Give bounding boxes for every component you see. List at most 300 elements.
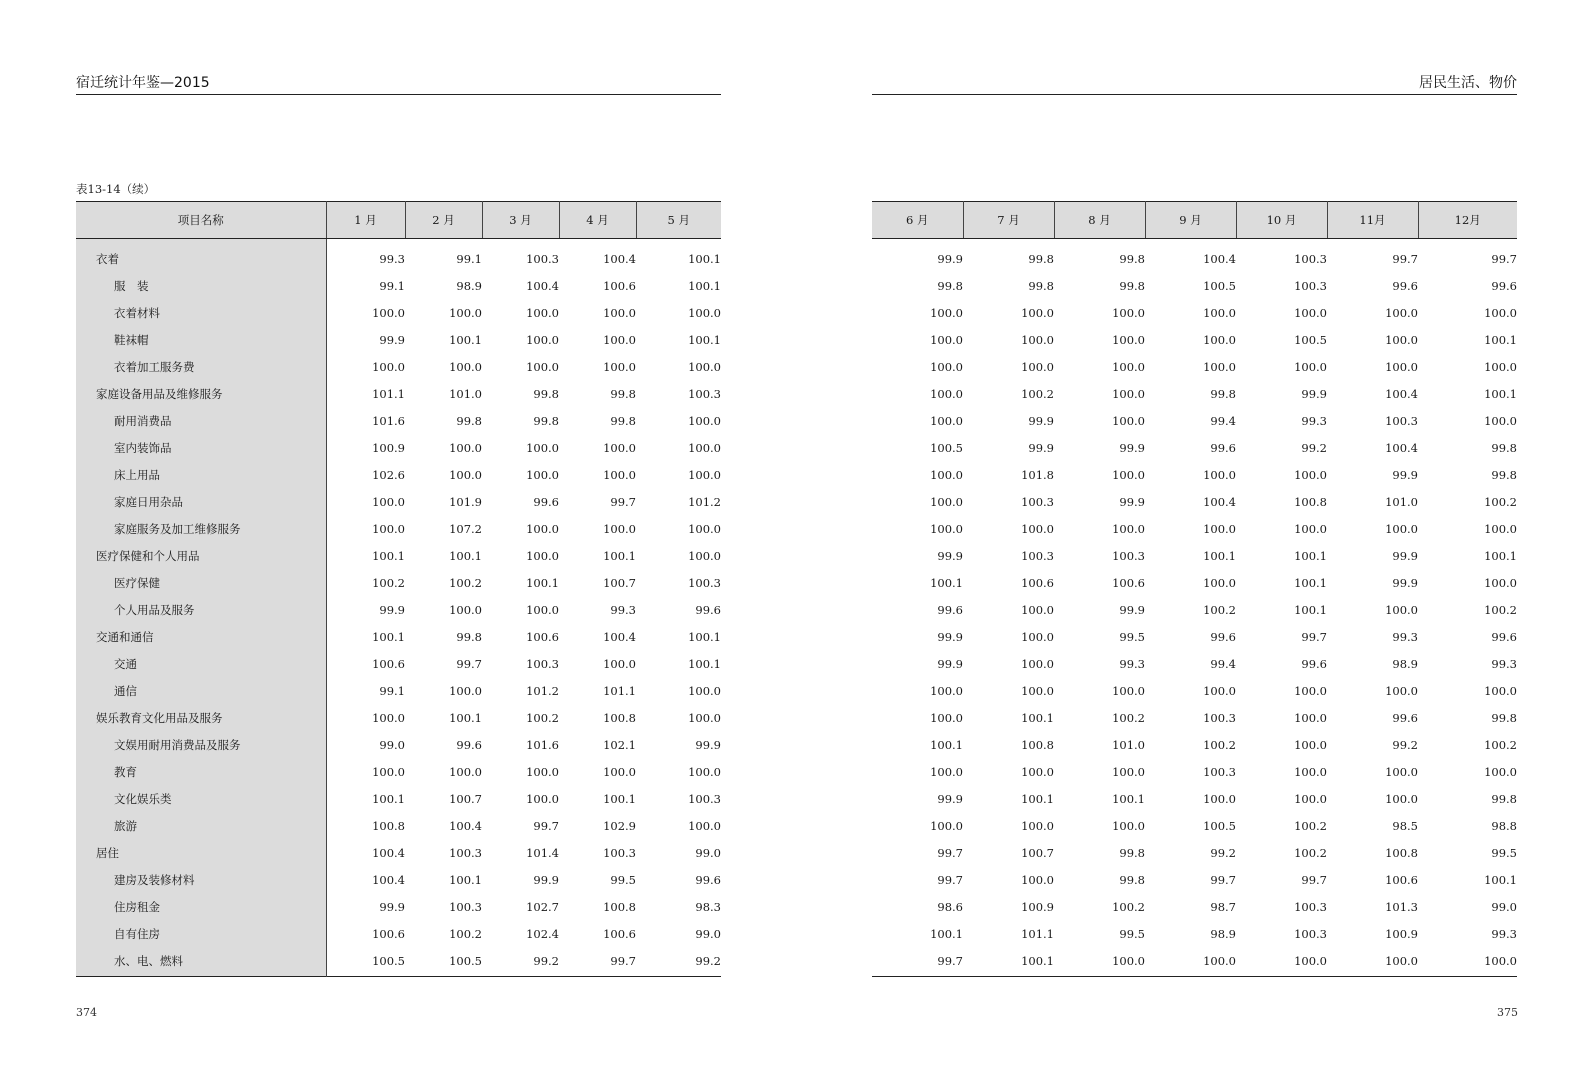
index-value: 99.9: [533, 872, 559, 887]
index-value: 101.4: [526, 845, 559, 860]
index-value: 100.8: [1385, 845, 1418, 860]
index-value: 100.2: [1203, 602, 1236, 617]
column-header-month: 2 月: [405, 202, 482, 239]
subcategory-label: 床上用品: [76, 461, 326, 488]
subcategory-label: 建房及装修材料: [76, 866, 326, 893]
index-value: 99.7: [533, 818, 559, 833]
page-number-right: 375: [1497, 1006, 1518, 1019]
index-value: 100.0: [372, 359, 405, 374]
index-value: 99.5: [610, 872, 636, 887]
index-value: 100.3: [449, 845, 482, 860]
index-value: 100.0: [526, 521, 559, 536]
index-value: 99.0: [1491, 899, 1517, 914]
index-value: 100.4: [372, 845, 405, 860]
index-value: 100.5: [930, 440, 963, 455]
price-index-table-right: [872, 201, 1517, 977]
index-value: 100.0: [930, 818, 963, 833]
index-value: 99.7: [1491, 251, 1517, 266]
index-value: 99.8: [1119, 845, 1145, 860]
index-value: 99.7: [610, 953, 636, 968]
column-header-month: 10 月: [1236, 202, 1327, 239]
category-label: 娱乐教育文化用品及服务: [76, 704, 326, 731]
index-value: 102.7: [526, 899, 559, 914]
index-value: 100.6: [372, 656, 405, 671]
subcategory-label: 住房租金: [76, 893, 326, 920]
index-value: 99.9: [379, 602, 405, 617]
index-value: 99.6: [695, 602, 721, 617]
index-value: 100.0: [1385, 953, 1418, 968]
table-row: [76, 569, 721, 596]
index-value: 100.1: [930, 575, 963, 590]
subcategory-label: 衣着材料: [76, 299, 326, 326]
subcategory-label: 个人用品及服务: [76, 596, 326, 623]
index-value: 99.8: [533, 386, 559, 401]
index-value: 100.0: [1385, 305, 1418, 320]
index-value: 100.7: [1021, 845, 1054, 860]
index-value: 99.9: [379, 332, 405, 347]
index-value: 99.6: [695, 872, 721, 887]
index-value: 99.9: [379, 899, 405, 914]
index-value: 99.6: [533, 494, 559, 509]
category-label: 衣着: [76, 239, 326, 273]
table-row: [872, 785, 1517, 812]
index-value: 100.0: [1112, 764, 1145, 779]
category-label: 交通和通信: [76, 623, 326, 650]
index-value: 100.0: [1021, 629, 1054, 644]
index-value: 100.0: [526, 602, 559, 617]
index-value: 99.7: [610, 494, 636, 509]
index-value: 99.2: [533, 953, 559, 968]
table-body: [76, 239, 721, 977]
table-header-row: [76, 202, 721, 239]
index-value: 100.0: [449, 359, 482, 374]
index-value: 100.0: [1021, 683, 1054, 698]
index-value: 100.0: [1484, 953, 1517, 968]
index-value: 99.2: [1392, 737, 1418, 752]
index-value: 100.6: [1021, 575, 1054, 590]
index-value: 100.0: [930, 359, 963, 374]
page-number-left: 374: [76, 1006, 97, 1019]
index-value: 100.9: [1021, 899, 1054, 914]
index-value: 98.9: [1392, 656, 1418, 671]
index-value: 107.2: [449, 521, 482, 536]
index-value: 100.0: [1112, 413, 1145, 428]
index-value: 100.0: [1112, 305, 1145, 320]
index-value: 101.2: [526, 683, 559, 698]
index-value: 100.0: [930, 494, 963, 509]
index-value: 99.8: [1119, 251, 1145, 266]
index-value: 100.0: [603, 305, 636, 320]
index-value: 100.0: [449, 305, 482, 320]
table-row: [872, 353, 1517, 380]
category-label: 家庭设备用品及维修服务: [76, 380, 326, 407]
index-value: 99.6: [1210, 629, 1236, 644]
table-row: [872, 812, 1517, 839]
index-value: 100.0: [1294, 359, 1327, 374]
index-value: 100.2: [372, 575, 405, 590]
table-row: [76, 623, 721, 650]
index-value: 100.3: [1385, 413, 1418, 428]
index-value: 100.0: [688, 683, 721, 698]
index-value: 99.3: [379, 251, 405, 266]
subcategory-label: 旅游: [76, 812, 326, 839]
index-value: 99.0: [379, 737, 405, 752]
index-value: 100.9: [1385, 926, 1418, 941]
index-value: 100.0: [1294, 521, 1327, 536]
index-value: 99.8: [533, 413, 559, 428]
index-value: 100.5: [1294, 332, 1327, 347]
index-value: 100.1: [1294, 602, 1327, 617]
table-row: [872, 569, 1517, 596]
index-value: 100.1: [930, 926, 963, 941]
index-value: 99.8: [1210, 386, 1236, 401]
index-value: 99.8: [1119, 278, 1145, 293]
index-value: 100.0: [1112, 683, 1145, 698]
index-value: 100.4: [603, 629, 636, 644]
index-value: 100.0: [1385, 332, 1418, 347]
index-value: 100.0: [1385, 359, 1418, 374]
index-value: 100.1: [449, 332, 482, 347]
index-value: 100.3: [1294, 899, 1327, 914]
index-value: 99.5: [1119, 926, 1145, 941]
column-header-month: 8 月: [1054, 202, 1145, 239]
index-value: 100.0: [1484, 359, 1517, 374]
index-value: 100.0: [1021, 359, 1054, 374]
index-value: 100.0: [372, 521, 405, 536]
index-value: 100.0: [1203, 467, 1236, 482]
index-value: 99.8: [1491, 440, 1517, 455]
index-value: 98.7: [1210, 899, 1236, 914]
column-header-month: 3 月: [482, 202, 559, 239]
subcategory-label: 教育: [76, 758, 326, 785]
index-value: 100.0: [930, 710, 963, 725]
index-value: 99.3: [1392, 629, 1418, 644]
index-value: 99.8: [1028, 251, 1054, 266]
index-value: 100.0: [1385, 521, 1418, 536]
subcategory-label: 家庭日用杂品: [76, 488, 326, 515]
table-row: [76, 947, 721, 977]
index-value: 100.3: [1203, 710, 1236, 725]
index-value: 100.0: [1385, 683, 1418, 698]
index-value: 100.0: [1203, 791, 1236, 806]
table-row: [872, 839, 1517, 866]
table-row: [872, 239, 1517, 273]
index-value: 100.0: [449, 764, 482, 779]
index-value: 99.7: [1392, 251, 1418, 266]
index-value: 100.0: [688, 521, 721, 536]
column-header-month: 4 月: [559, 202, 636, 239]
index-value: 98.3: [695, 899, 721, 914]
index-value: 100.1: [688, 278, 721, 293]
index-value: 100.0: [1021, 305, 1054, 320]
column-header-month: 7 月: [963, 202, 1054, 239]
index-value: 99.8: [937, 278, 963, 293]
index-value: 100.0: [1203, 359, 1236, 374]
table-row: [76, 812, 721, 839]
category-label: 居住: [76, 839, 326, 866]
index-value: 100.1: [449, 872, 482, 887]
index-value: 100.0: [449, 683, 482, 698]
index-value: 99.7: [456, 656, 482, 671]
index-value: 99.5: [1491, 845, 1517, 860]
index-value: 100.0: [1021, 872, 1054, 887]
index-value: 100.0: [1484, 305, 1517, 320]
index-value: 99.3: [1491, 926, 1517, 941]
table-row: [872, 596, 1517, 623]
index-value: 101.6: [526, 737, 559, 752]
index-value: 100.0: [603, 467, 636, 482]
subcategory-label: 水、电、燃料: [76, 947, 326, 977]
index-value: 100.3: [688, 386, 721, 401]
index-value: 99.9: [1119, 494, 1145, 509]
table-row: [76, 920, 721, 947]
table-row: [872, 893, 1517, 920]
subcategory-label: 耐用消费品: [76, 407, 326, 434]
index-value: 98.5: [1392, 818, 1418, 833]
index-value: 99.9: [1392, 575, 1418, 590]
subcategory-label: 医疗保健: [76, 569, 326, 596]
index-value: 100.6: [526, 629, 559, 644]
index-value: 99.6: [1491, 629, 1517, 644]
subcategory-label: 自有住房: [76, 920, 326, 947]
index-value: 100.4: [1203, 494, 1236, 509]
column-header-month: 11月: [1327, 202, 1418, 239]
index-value: 99.3: [610, 602, 636, 617]
index-value: 100.6: [1385, 872, 1418, 887]
index-value: 99.3: [1119, 656, 1145, 671]
index-value: 99.9: [1119, 602, 1145, 617]
index-value: 100.1: [372, 548, 405, 563]
index-value: 100.0: [1112, 359, 1145, 374]
index-value: 100.1: [688, 251, 721, 266]
index-value: 101.0: [1385, 494, 1418, 509]
index-value: 99.8: [1119, 872, 1145, 887]
index-value: 100.0: [1203, 683, 1236, 698]
index-value: 100.1: [1021, 953, 1054, 968]
index-value: 100.0: [526, 440, 559, 455]
column-header-month: 1 月: [326, 202, 405, 239]
table-row: [76, 677, 721, 704]
index-value: 100.1: [1112, 791, 1145, 806]
index-value: 100.0: [1112, 818, 1145, 833]
index-value: 100.0: [1484, 764, 1517, 779]
index-value: 100.0: [1021, 332, 1054, 347]
index-value: 101.2: [688, 494, 721, 509]
index-value: 98.8: [1491, 818, 1517, 833]
index-value: 99.9: [1028, 440, 1054, 455]
index-value: 100.1: [1021, 791, 1054, 806]
index-value: 100.5: [1203, 278, 1236, 293]
table-row: [872, 461, 1517, 488]
table-row: [76, 299, 721, 326]
index-value: 100.1: [1294, 548, 1327, 563]
column-header-month: 9 月: [1145, 202, 1236, 239]
index-value: 98.9: [456, 278, 482, 293]
index-value: 101.3: [1385, 899, 1418, 914]
index-value: 100.0: [526, 332, 559, 347]
index-value: 100.1: [1484, 332, 1517, 347]
index-value: 100.3: [688, 791, 721, 806]
table-row: [872, 677, 1517, 704]
index-value: 99.8: [610, 413, 636, 428]
index-value: 100.0: [372, 305, 405, 320]
index-value: 100.0: [526, 467, 559, 482]
index-value: 100.0: [930, 332, 963, 347]
index-value: 100.0: [1484, 575, 1517, 590]
column-header-month: 12月: [1418, 202, 1517, 239]
index-value: 100.1: [688, 629, 721, 644]
subcategory-label: 文化娱乐类: [76, 785, 326, 812]
index-value: 100.3: [688, 575, 721, 590]
index-value: 99.7: [937, 845, 963, 860]
index-value: 100.4: [1385, 386, 1418, 401]
column-header-month: 5 月: [636, 202, 721, 239]
index-value: 100.0: [1021, 818, 1054, 833]
index-value: 99.6: [1392, 278, 1418, 293]
index-value: 100.3: [526, 251, 559, 266]
table-row: [76, 461, 721, 488]
table-caption: 表13-14（续）: [76, 182, 156, 196]
index-value: 100.0: [1294, 953, 1327, 968]
index-value: 100.0: [372, 710, 405, 725]
index-value: 100.8: [372, 818, 405, 833]
index-value: 99.8: [1028, 278, 1054, 293]
index-value: 100.0: [1294, 683, 1327, 698]
index-value: 99.9: [1301, 386, 1327, 401]
index-value: 99.6: [1491, 278, 1517, 293]
index-value: 99.9: [1392, 548, 1418, 563]
table-row: [76, 434, 721, 461]
subcategory-label: 交通: [76, 650, 326, 677]
index-value: 100.0: [688, 710, 721, 725]
index-value: 100.0: [688, 305, 721, 320]
table-row: [76, 596, 721, 623]
table-row: [872, 272, 1517, 299]
table-row: [76, 515, 721, 542]
table-row: [76, 893, 721, 920]
index-value: 100.0: [1294, 710, 1327, 725]
table-row: [76, 353, 721, 380]
index-value: 100.8: [603, 899, 636, 914]
index-value: 99.1: [456, 251, 482, 266]
index-value: 100.0: [449, 467, 482, 482]
table-row: [872, 407, 1517, 434]
index-value: 100.2: [1294, 818, 1327, 833]
index-value: 100.0: [930, 413, 963, 428]
index-value: 99.8: [1491, 467, 1517, 482]
index-value: 99.9: [1392, 467, 1418, 482]
table-row: [872, 326, 1517, 353]
table-row: [872, 650, 1517, 677]
index-value: 100.0: [1203, 521, 1236, 536]
table-row: [76, 380, 721, 407]
index-value: 99.8: [610, 386, 636, 401]
index-value: 99.6: [1301, 656, 1327, 671]
subcategory-label: 衣着加工服务费: [76, 353, 326, 380]
table-row: [76, 731, 721, 758]
index-value: 100.0: [603, 764, 636, 779]
index-value: 100.2: [526, 710, 559, 725]
index-value: 100.8: [1021, 737, 1054, 752]
index-value: 99.9: [1119, 440, 1145, 455]
index-value: 100.0: [930, 386, 963, 401]
index-value: 100.1: [1484, 386, 1517, 401]
table-row: [76, 650, 721, 677]
index-value: 102.4: [526, 926, 559, 941]
index-value: 100.0: [1294, 791, 1327, 806]
index-value: 100.4: [372, 872, 405, 887]
index-value: 100.0: [930, 683, 963, 698]
index-value: 99.8: [456, 629, 482, 644]
index-value: 102.9: [603, 818, 636, 833]
index-value: 100.2: [449, 926, 482, 941]
index-value: 100.0: [1385, 602, 1418, 617]
index-value: 100.0: [1294, 737, 1327, 752]
index-value: 100.0: [603, 359, 636, 374]
subcategory-label: 服 装: [76, 272, 326, 299]
index-value: 100.1: [1294, 575, 1327, 590]
index-value: 100.0: [1385, 791, 1418, 806]
index-value: 100.0: [1021, 656, 1054, 671]
table-row: [76, 866, 721, 893]
index-value: 100.0: [1294, 764, 1327, 779]
index-value: 100.3: [1294, 278, 1327, 293]
index-value: 99.7: [1301, 629, 1327, 644]
index-value: 100.8: [1294, 494, 1327, 509]
index-value: 102.1: [603, 737, 636, 752]
index-value: 99.1: [379, 683, 405, 698]
index-value: 100.0: [688, 818, 721, 833]
table-row: [872, 299, 1517, 326]
index-value: 100.3: [603, 845, 636, 860]
table-row: [76, 758, 721, 785]
column-header-month: 6 月: [872, 202, 963, 239]
index-value: 101.0: [1112, 737, 1145, 752]
index-value: 100.0: [1112, 521, 1145, 536]
table-row: [76, 704, 721, 731]
index-value: 100.0: [526, 305, 559, 320]
index-value: 98.9: [1210, 926, 1236, 941]
index-value: 100.2: [1294, 845, 1327, 860]
index-value: 99.6: [937, 602, 963, 617]
index-value: 100.2: [1484, 737, 1517, 752]
index-value: 99.6: [1210, 440, 1236, 455]
table-row: [872, 704, 1517, 731]
index-value: 101.8: [1021, 467, 1054, 482]
index-value: 99.9: [937, 548, 963, 563]
index-value: 100.0: [1294, 467, 1327, 482]
subcategory-label: 家庭服务及加工维修服务: [76, 515, 326, 542]
index-value: 101.9: [449, 494, 482, 509]
index-value: 99.4: [1210, 413, 1236, 428]
index-value: 100.0: [449, 602, 482, 617]
index-value: 99.2: [1301, 440, 1327, 455]
index-value: 100.0: [449, 440, 482, 455]
index-value: 100.2: [1112, 899, 1145, 914]
table-row: [872, 434, 1517, 461]
index-value: 100.9: [372, 440, 405, 455]
index-value: 100.0: [603, 656, 636, 671]
index-value: 100.0: [603, 521, 636, 536]
table-row: [76, 839, 721, 866]
index-value: 100.0: [688, 467, 721, 482]
index-value: 100.3: [1112, 548, 1145, 563]
subcategory-label: 文娱用耐用消费品及服务: [76, 731, 326, 758]
index-value: 100.1: [930, 737, 963, 752]
index-value: 99.2: [695, 953, 721, 968]
index-value: 100.0: [1484, 683, 1517, 698]
index-value: 100.1: [603, 791, 636, 806]
